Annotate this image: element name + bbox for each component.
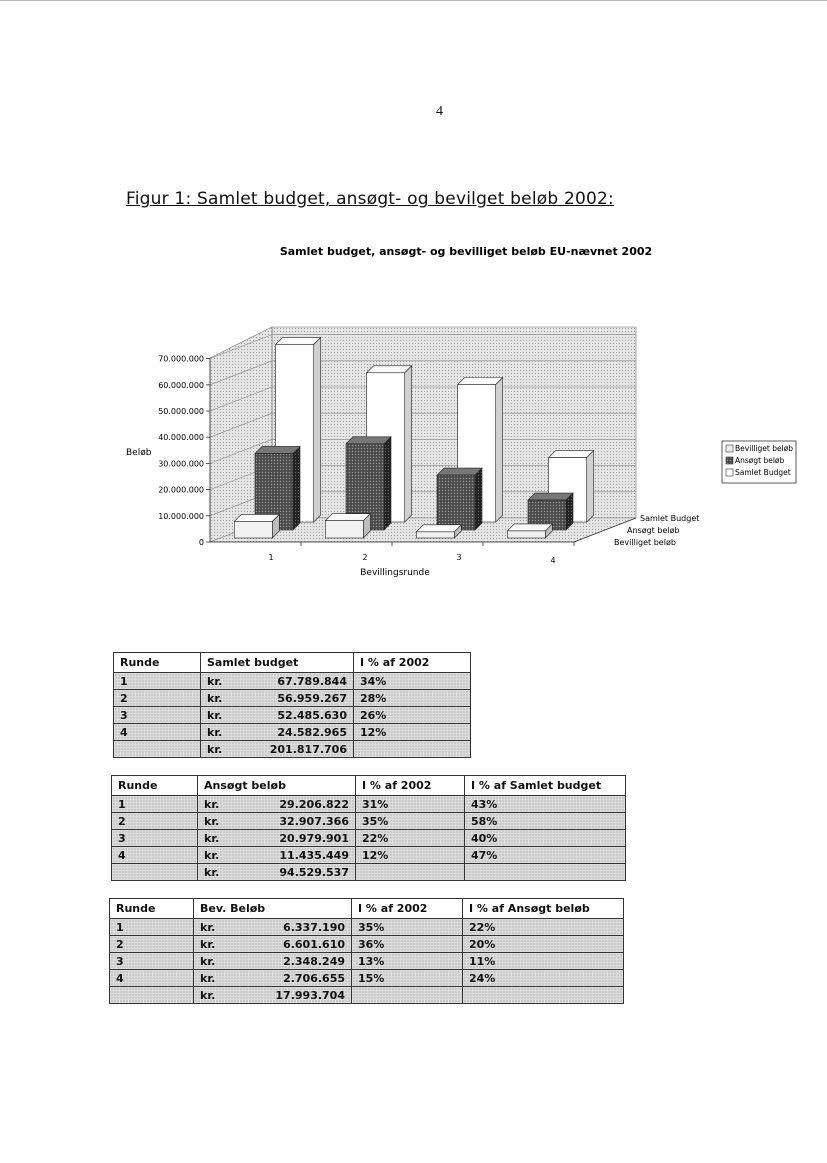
- amount-cell: [201, 673, 354, 690]
- amount-cell: [201, 690, 354, 707]
- table-header-cell: Ansøgt beløb: [198, 776, 356, 796]
- percent-cell: 22%: [356, 830, 465, 847]
- table-header-cell: I % af Ansøgt beløb: [463, 899, 624, 919]
- bar-bevilliget: [507, 524, 552, 538]
- y-tick-label: 60.000.000: [158, 380, 204, 390]
- amount-value: 6.337.190: [283, 920, 345, 934]
- currency-label: kr.: [207, 725, 223, 739]
- percent-cell: 43%: [465, 796, 626, 813]
- table-row: [114, 741, 471, 758]
- table-row: [112, 813, 626, 830]
- table-row: [112, 796, 626, 813]
- table-header-cell: I % af 2002: [354, 653, 471, 673]
- amount-value: 94.529.537: [279, 865, 349, 879]
- percent-cell: 35%: [352, 919, 463, 936]
- percent-cell: 40%: [465, 830, 626, 847]
- runde-cell: 1: [114, 673, 201, 690]
- y-axis-label: Beløb: [126, 448, 152, 458]
- percent-cell: [352, 987, 463, 1004]
- amount-value: 20.979.901: [279, 831, 349, 845]
- table-header-cell: I % af Samlet budget: [465, 776, 626, 796]
- legend-swatch-bevilliget: [726, 445, 733, 452]
- amount-cell: [194, 987, 352, 1004]
- table-row: [110, 919, 624, 936]
- percent-cell: 28%: [354, 690, 471, 707]
- runde-cell: 3: [112, 830, 198, 847]
- percent-cell: 20%: [463, 936, 624, 953]
- y-tick-label: 40.000.000: [158, 433, 204, 443]
- runde-cell: 4: [114, 724, 201, 741]
- x-axis-label: Bevillingsrunde: [360, 568, 430, 578]
- amount-cell: [198, 813, 356, 830]
- currency-label: kr.: [204, 814, 220, 828]
- percent-cell: 22%: [463, 919, 624, 936]
- runde-cell: 2: [112, 813, 198, 830]
- runde-cell: [110, 987, 194, 1004]
- table-header-cell: Runde: [112, 776, 198, 796]
- scan-edge: [0, 0, 827, 1]
- currency-label: kr.: [204, 797, 220, 811]
- amount-value: 11.435.449: [279, 848, 349, 862]
- runde-cell: [112, 864, 198, 881]
- currency-label: kr.: [200, 937, 216, 951]
- table-header-cell: Runde: [110, 899, 194, 919]
- percent-cell: 31%: [356, 796, 465, 813]
- table-row: [114, 690, 471, 707]
- amount-value: 52.485.630: [277, 708, 347, 722]
- amount-cell: [198, 864, 356, 881]
- amount-value: 29.206.822: [279, 797, 349, 811]
- figure-title: Figur 1: Samlet budget, ansøgt- og bevilget beløb 2002:: [126, 189, 614, 209]
- legend-swatch-samlet: [726, 469, 733, 476]
- runde-cell: 3: [110, 953, 194, 970]
- amount-value: 56.959.267: [277, 691, 347, 705]
- currency-label: kr.: [204, 848, 220, 862]
- percent-cell: 24%: [463, 970, 624, 987]
- y-tick-label: 20.000.000: [158, 485, 204, 495]
- percent-cell: 35%: [356, 813, 465, 830]
- table-header-row: [114, 653, 471, 673]
- percent-cell: 12%: [354, 724, 471, 741]
- table-header-cell: Samlet budget: [201, 653, 354, 673]
- amount-value: 17.993.704: [275, 988, 345, 1002]
- runde-cell: 4: [110, 970, 194, 987]
- table-samlet-budget: [113, 652, 471, 758]
- percent-cell: 47%: [465, 847, 626, 864]
- legend-label-ansoegt: Ansøgt beløb: [735, 456, 785, 465]
- runde-cell: 3: [114, 707, 201, 724]
- currency-label: kr.: [207, 674, 223, 688]
- amount-cell: [201, 707, 354, 724]
- table-row: [114, 707, 471, 724]
- amount-value: 201.817.706: [269, 742, 347, 756]
- table-ansoegt-beloeb: [111, 775, 626, 881]
- table-header-cell: I % af 2002: [352, 899, 463, 919]
- legend-label-samlet: Samlet Budget: [735, 468, 791, 477]
- percent-cell: 11%: [463, 953, 624, 970]
- table-header-row: [110, 899, 624, 919]
- runde-cell: 4: [112, 847, 198, 864]
- x-tick-label: 1: [268, 553, 274, 562]
- depth-label-ansoegt: Ansøgt beløb: [627, 526, 680, 535]
- table-header-cell: Bev. Beløb: [194, 899, 352, 919]
- bar-bevilliget: [325, 514, 370, 538]
- depth-label-bevilliget: Bevilliget beløb: [614, 538, 676, 547]
- amount-cell: [201, 724, 354, 741]
- currency-label: kr.: [204, 831, 220, 845]
- legend-label-bevilliget: Bevilliget beløb: [735, 444, 794, 453]
- table-header-row: [112, 776, 626, 796]
- table-row: [114, 724, 471, 741]
- runde-cell: 2: [114, 690, 201, 707]
- table-row: [110, 970, 624, 987]
- amount-cell: [198, 796, 356, 813]
- runde-cell: 2: [110, 936, 194, 953]
- table-row: [114, 673, 471, 690]
- amount-cell: [194, 936, 352, 953]
- percent-cell: 12%: [356, 847, 465, 864]
- amount-cell: [198, 830, 356, 847]
- table-row: [112, 864, 626, 881]
- table-row: [112, 830, 626, 847]
- currency-label: kr.: [207, 708, 223, 722]
- table-row: [110, 953, 624, 970]
- amount-cell: [194, 919, 352, 936]
- table-row: [110, 987, 624, 1004]
- currency-label: kr.: [200, 971, 216, 985]
- bar-bevilliget: [416, 525, 461, 538]
- amount-value: 2.706.655: [283, 971, 345, 985]
- percent-cell: [465, 864, 626, 881]
- table-row: [110, 936, 624, 953]
- table-header-cell: I % af 2002: [356, 776, 465, 796]
- amount-value: 67.789.844: [277, 674, 347, 688]
- percent-cell: [463, 987, 624, 1004]
- bar-chart: [0, 230, 827, 590]
- depth-label-samlet: Samlet Budget: [640, 514, 700, 523]
- table-bev-beloeb: [109, 898, 624, 1004]
- table-header-cell: Runde: [114, 653, 201, 673]
- x-tick-label: 2: [362, 553, 368, 562]
- page-number: 4: [436, 104, 443, 119]
- legend-swatch-ansoegt: [726, 457, 733, 464]
- y-tick-label: 70.000.000: [158, 354, 204, 364]
- y-tick-label: 0: [198, 538, 204, 547]
- amount-cell: [198, 847, 356, 864]
- runde-cell: 1: [112, 796, 198, 813]
- percent-cell: 13%: [352, 953, 463, 970]
- x-tick-label: 4: [550, 556, 556, 565]
- amount-value: 6.601.610: [283, 937, 345, 951]
- percent-cell: 34%: [354, 673, 471, 690]
- amount-value: 2.348.249: [283, 954, 345, 968]
- currency-label: kr.: [207, 691, 223, 705]
- percent-cell: [354, 741, 471, 758]
- bar-ansoegt: [437, 468, 482, 530]
- amount-cell: [194, 953, 352, 970]
- amount-value: 32.907.366: [279, 814, 349, 828]
- percent-cell: [356, 864, 465, 881]
- currency-label: kr.: [207, 742, 223, 756]
- currency-label: kr.: [200, 920, 216, 934]
- amount-cell: [194, 970, 352, 987]
- bar-bevilliget: [234, 514, 279, 538]
- y-tick-label: 30.000.000: [158, 459, 204, 469]
- x-tick-label: 3: [456, 553, 462, 562]
- runde-cell: [114, 741, 201, 758]
- table-row: [112, 847, 626, 864]
- percent-cell: 15%: [352, 970, 463, 987]
- currency-label: kr.: [200, 988, 216, 1002]
- amount-cell: [201, 741, 354, 758]
- percent-cell: 26%: [354, 707, 471, 724]
- runde-cell: 1: [110, 919, 194, 936]
- chart-title: Samlet budget, ansøgt- og bevilliget beløb EU-nævnet 2002: [279, 245, 653, 258]
- y-tick-label: 50.000.000: [158, 407, 204, 416]
- currency-label: kr.: [204, 865, 220, 879]
- percent-cell: 36%: [352, 936, 463, 953]
- percent-cell: 58%: [465, 813, 626, 830]
- amount-value: 24.582.965: [277, 725, 347, 739]
- currency-label: kr.: [200, 954, 216, 968]
- y-tick-label: 10.000.000: [158, 511, 204, 521]
- legend: [722, 441, 796, 483]
